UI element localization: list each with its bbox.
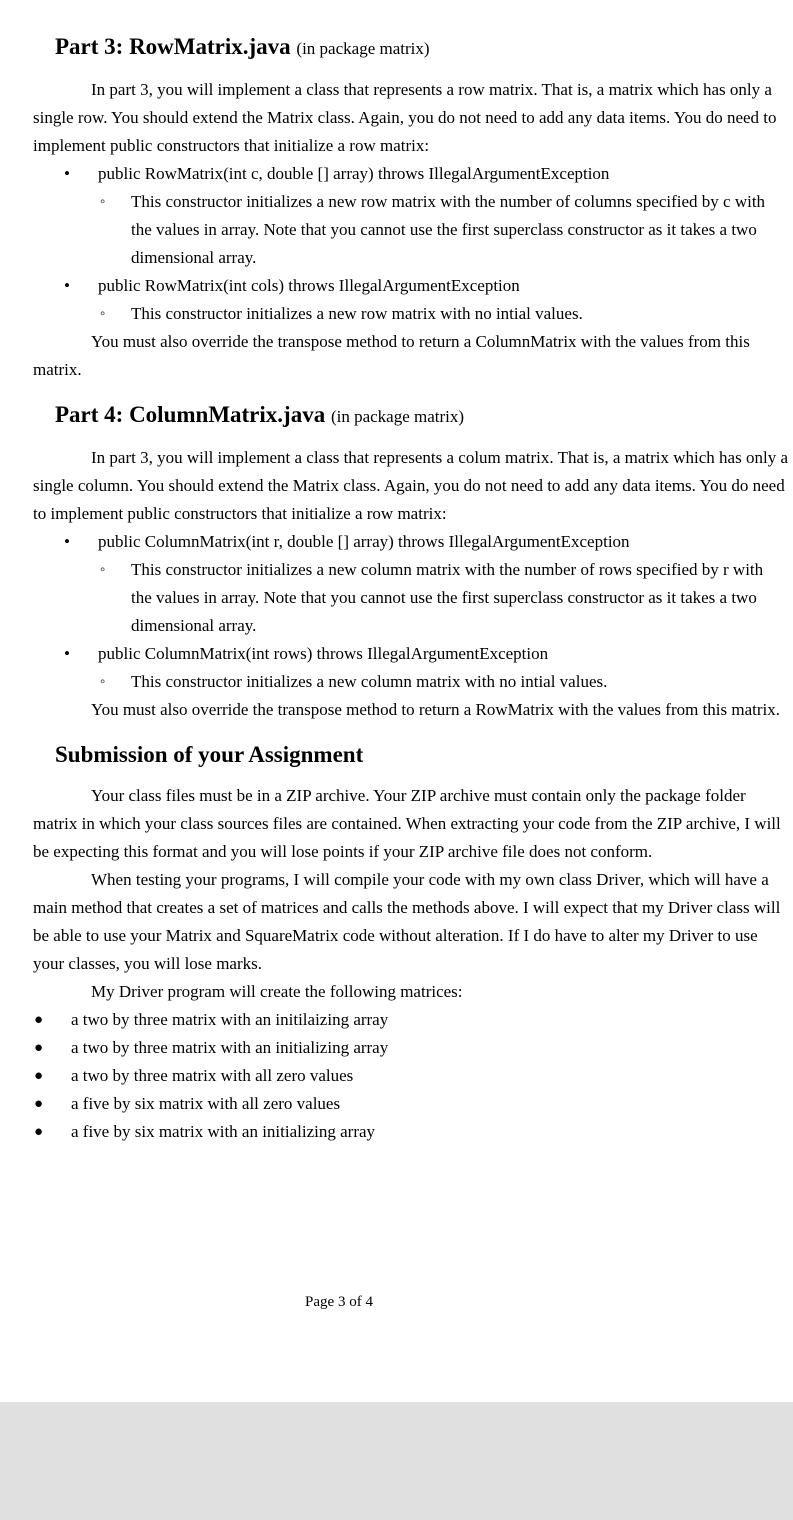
part3-constructor2: • public RowMatrix(int cols) throws IllegalArgumentException xyxy=(33,272,788,300)
matrix-list-item: ● a two by three matrix with an initilaizing array xyxy=(33,1006,788,1034)
part3-constructor2-desc: ◦ This constructor initializes a new row matrix with no intial values. xyxy=(33,300,788,328)
submission-heading: Submission of your Assignment xyxy=(55,742,364,767)
submission-para3: My Driver program will create the following matrices: xyxy=(91,982,463,1001)
part3-subheading: (in package matrix) xyxy=(296,39,430,58)
matrix-list-item: ● a two by three matrix with an initializing array xyxy=(33,1034,788,1062)
part4-constructor2: • public ColumnMatrix(int rows) throws IllegalArgumentException xyxy=(33,640,788,668)
part3-constructor1-desc: ◦ This constructor initializes a new row matrix with the number of columns specified by c with the values in array. Note that you cannot use the first superclass constructor as it takes a two dimensional array. xyxy=(33,188,788,272)
part3-intro: In part 3, you will implement a class that represents a row matrix. That is, a matrix which has only a single row. You should extend the Matrix class. Again, you do not need to add any data items. You do need to implement public constructors that initialize a row matrix: xyxy=(33,80,777,155)
part4-closing: You must also override the transpose method to return a RowMatrix with the values from this matrix. xyxy=(91,700,781,719)
submission-para1: Your class files must be in a ZIP archive. Your ZIP archive must contain only the package folder matrix in which your class sources files are contained. When extracting your code from the ZIP archive, I will be expecting this format and you will lose points if your ZIP archive file does not conform. xyxy=(33,786,781,861)
part3-closing: You must also override the transpose method to return a ColumnMatrix with the values from this matrix. xyxy=(33,332,750,379)
matrix-list-item: ● a two by three matrix with all zero values xyxy=(33,1062,788,1090)
part4-heading: Part 4: ColumnMatrix.java (in package matrix) xyxy=(55,402,465,427)
part4-subheading: (in package matrix) xyxy=(330,407,465,426)
submission-para2: When testing your programs, I will compile your code with my own class Driver, which will have a main method that creates a set of matrices and calls the methods above. I will expect that my Driver class will be able to use your Matrix and SquareMatrix code without alteration. If I do have to alter my Driver to use your classes, you will lose marks. xyxy=(33,870,781,973)
part4-constructor2-desc: ◦ This constructor initializes a new column matrix with no intial values. xyxy=(33,668,788,696)
part3-constructor1: • public RowMatrix(int c, double [] array) throws IllegalArgumentException xyxy=(33,160,788,188)
part4-constructor1: • public ColumnMatrix(int r, double [] array) throws IllegalArgumentException xyxy=(33,528,788,556)
viewer-background xyxy=(0,1402,793,1520)
part3-heading: Part 3: RowMatrix.java (in package matrix) xyxy=(55,34,430,59)
page-footer: Page 3 of 4 xyxy=(305,1294,373,1310)
part4-constructor1-desc: ◦ This constructor initializes a new column matrix with the number of rows specified by r with the values in array. Note that you cannot use the first superclass constructor as it takes a two dimensional array. xyxy=(33,556,788,640)
part4-intro: In part 3, you will implement a class that represents a colum matrix. That is, a matrix which has only a single column. You should extend the Matrix class. Again, you do not need to add any data items. You do need to implement public constructors that initialize a row matrix: xyxy=(33,448,788,523)
matrix-list-item: ● a five by six matrix with all zero values xyxy=(33,1090,788,1118)
page-content xyxy=(33,30,788,1146)
matrix-list-item: ● a five by six matrix with an initializing array xyxy=(33,1118,788,1146)
